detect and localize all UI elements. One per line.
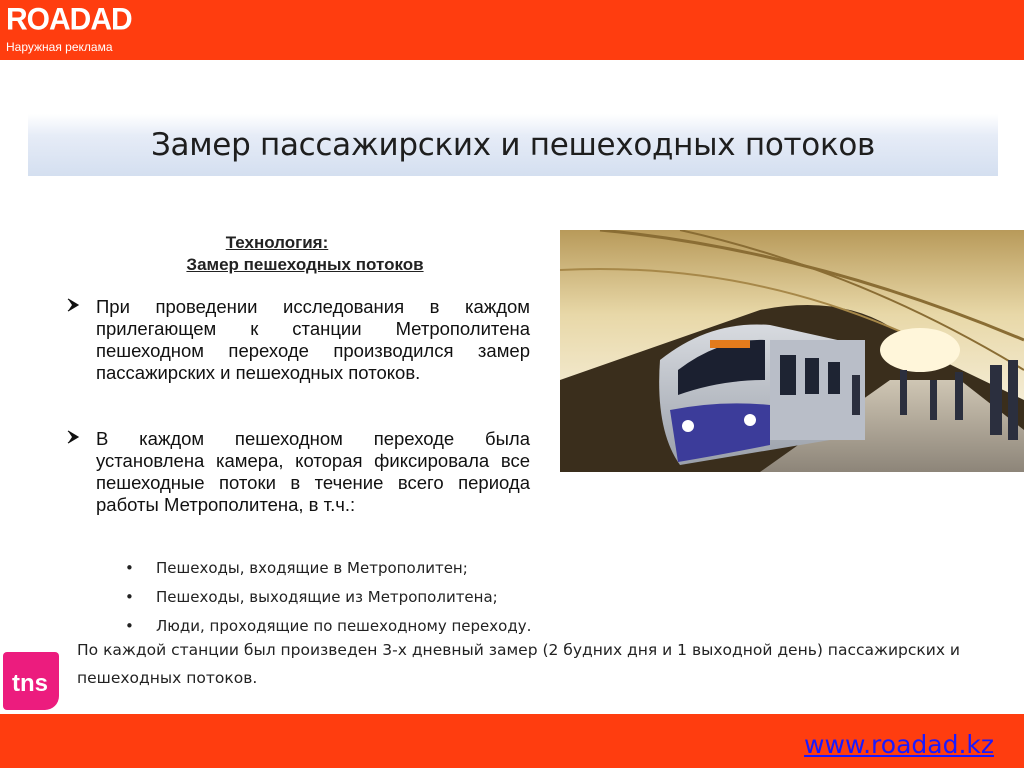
summary-note: По каждой станции был произведен 3-х дневный замер (2 будних дня и 1 выходной день) пассажирских и пешеходных потоков. bbox=[77, 641, 960, 687]
section-heading-measurement: Замер пешеходных потоков bbox=[186, 255, 424, 274]
arrow-bullet-icon bbox=[65, 428, 87, 450]
slide-title: Замер пассажирских и пешеходных потоков bbox=[150, 127, 876, 163]
dot-bullet-icon: • bbox=[125, 617, 134, 635]
dot-bullet-icon: • bbox=[125, 559, 134, 577]
list-item-text: Пешеходы, выходящие из Метрополитена; bbox=[156, 588, 498, 606]
top-brand-bar bbox=[0, 0, 1024, 60]
section-heading-technology: Технология: bbox=[225, 233, 329, 252]
list-item-text: Пешеходы, входящие в Метрополитен; bbox=[156, 559, 468, 577]
tns-logo-text: tns bbox=[12, 670, 48, 697]
sub-item-list bbox=[125, 557, 531, 644]
logo-wordmark: ROADAD bbox=[6, 2, 132, 37]
bullet-text: При проведении исследования в каждом прилегающем к станции Метрополитена пешеходном переходе производился замер пассажирских и пешеходных потоков. bbox=[96, 296, 530, 383]
bullet-item bbox=[65, 428, 530, 516]
roadad-logo bbox=[6, 4, 132, 54]
bullet-text: В каждом пешеходном переходе была установлена камера, которая фиксировала все пешеходные потоки в течение всего периода работы Метрополитена, в т.ч.: bbox=[96, 428, 530, 515]
list-item bbox=[125, 557, 531, 586]
list-item bbox=[125, 586, 531, 615]
bullet-item bbox=[65, 296, 530, 384]
dot-bullet-icon: • bbox=[125, 588, 134, 606]
tns-logo bbox=[3, 652, 59, 710]
bottom-brand-bar bbox=[0, 714, 1024, 768]
metro-train-photo bbox=[560, 230, 1024, 472]
list-item-text: Люди, проходящие по пешеходному переходу. bbox=[156, 617, 532, 635]
title-band bbox=[28, 114, 998, 176]
logo-subtitle: Наружная реклама bbox=[6, 40, 113, 54]
website-link[interactable]: www.roadad.kz bbox=[804, 730, 994, 759]
arrow-bullet-icon bbox=[65, 296, 87, 318]
